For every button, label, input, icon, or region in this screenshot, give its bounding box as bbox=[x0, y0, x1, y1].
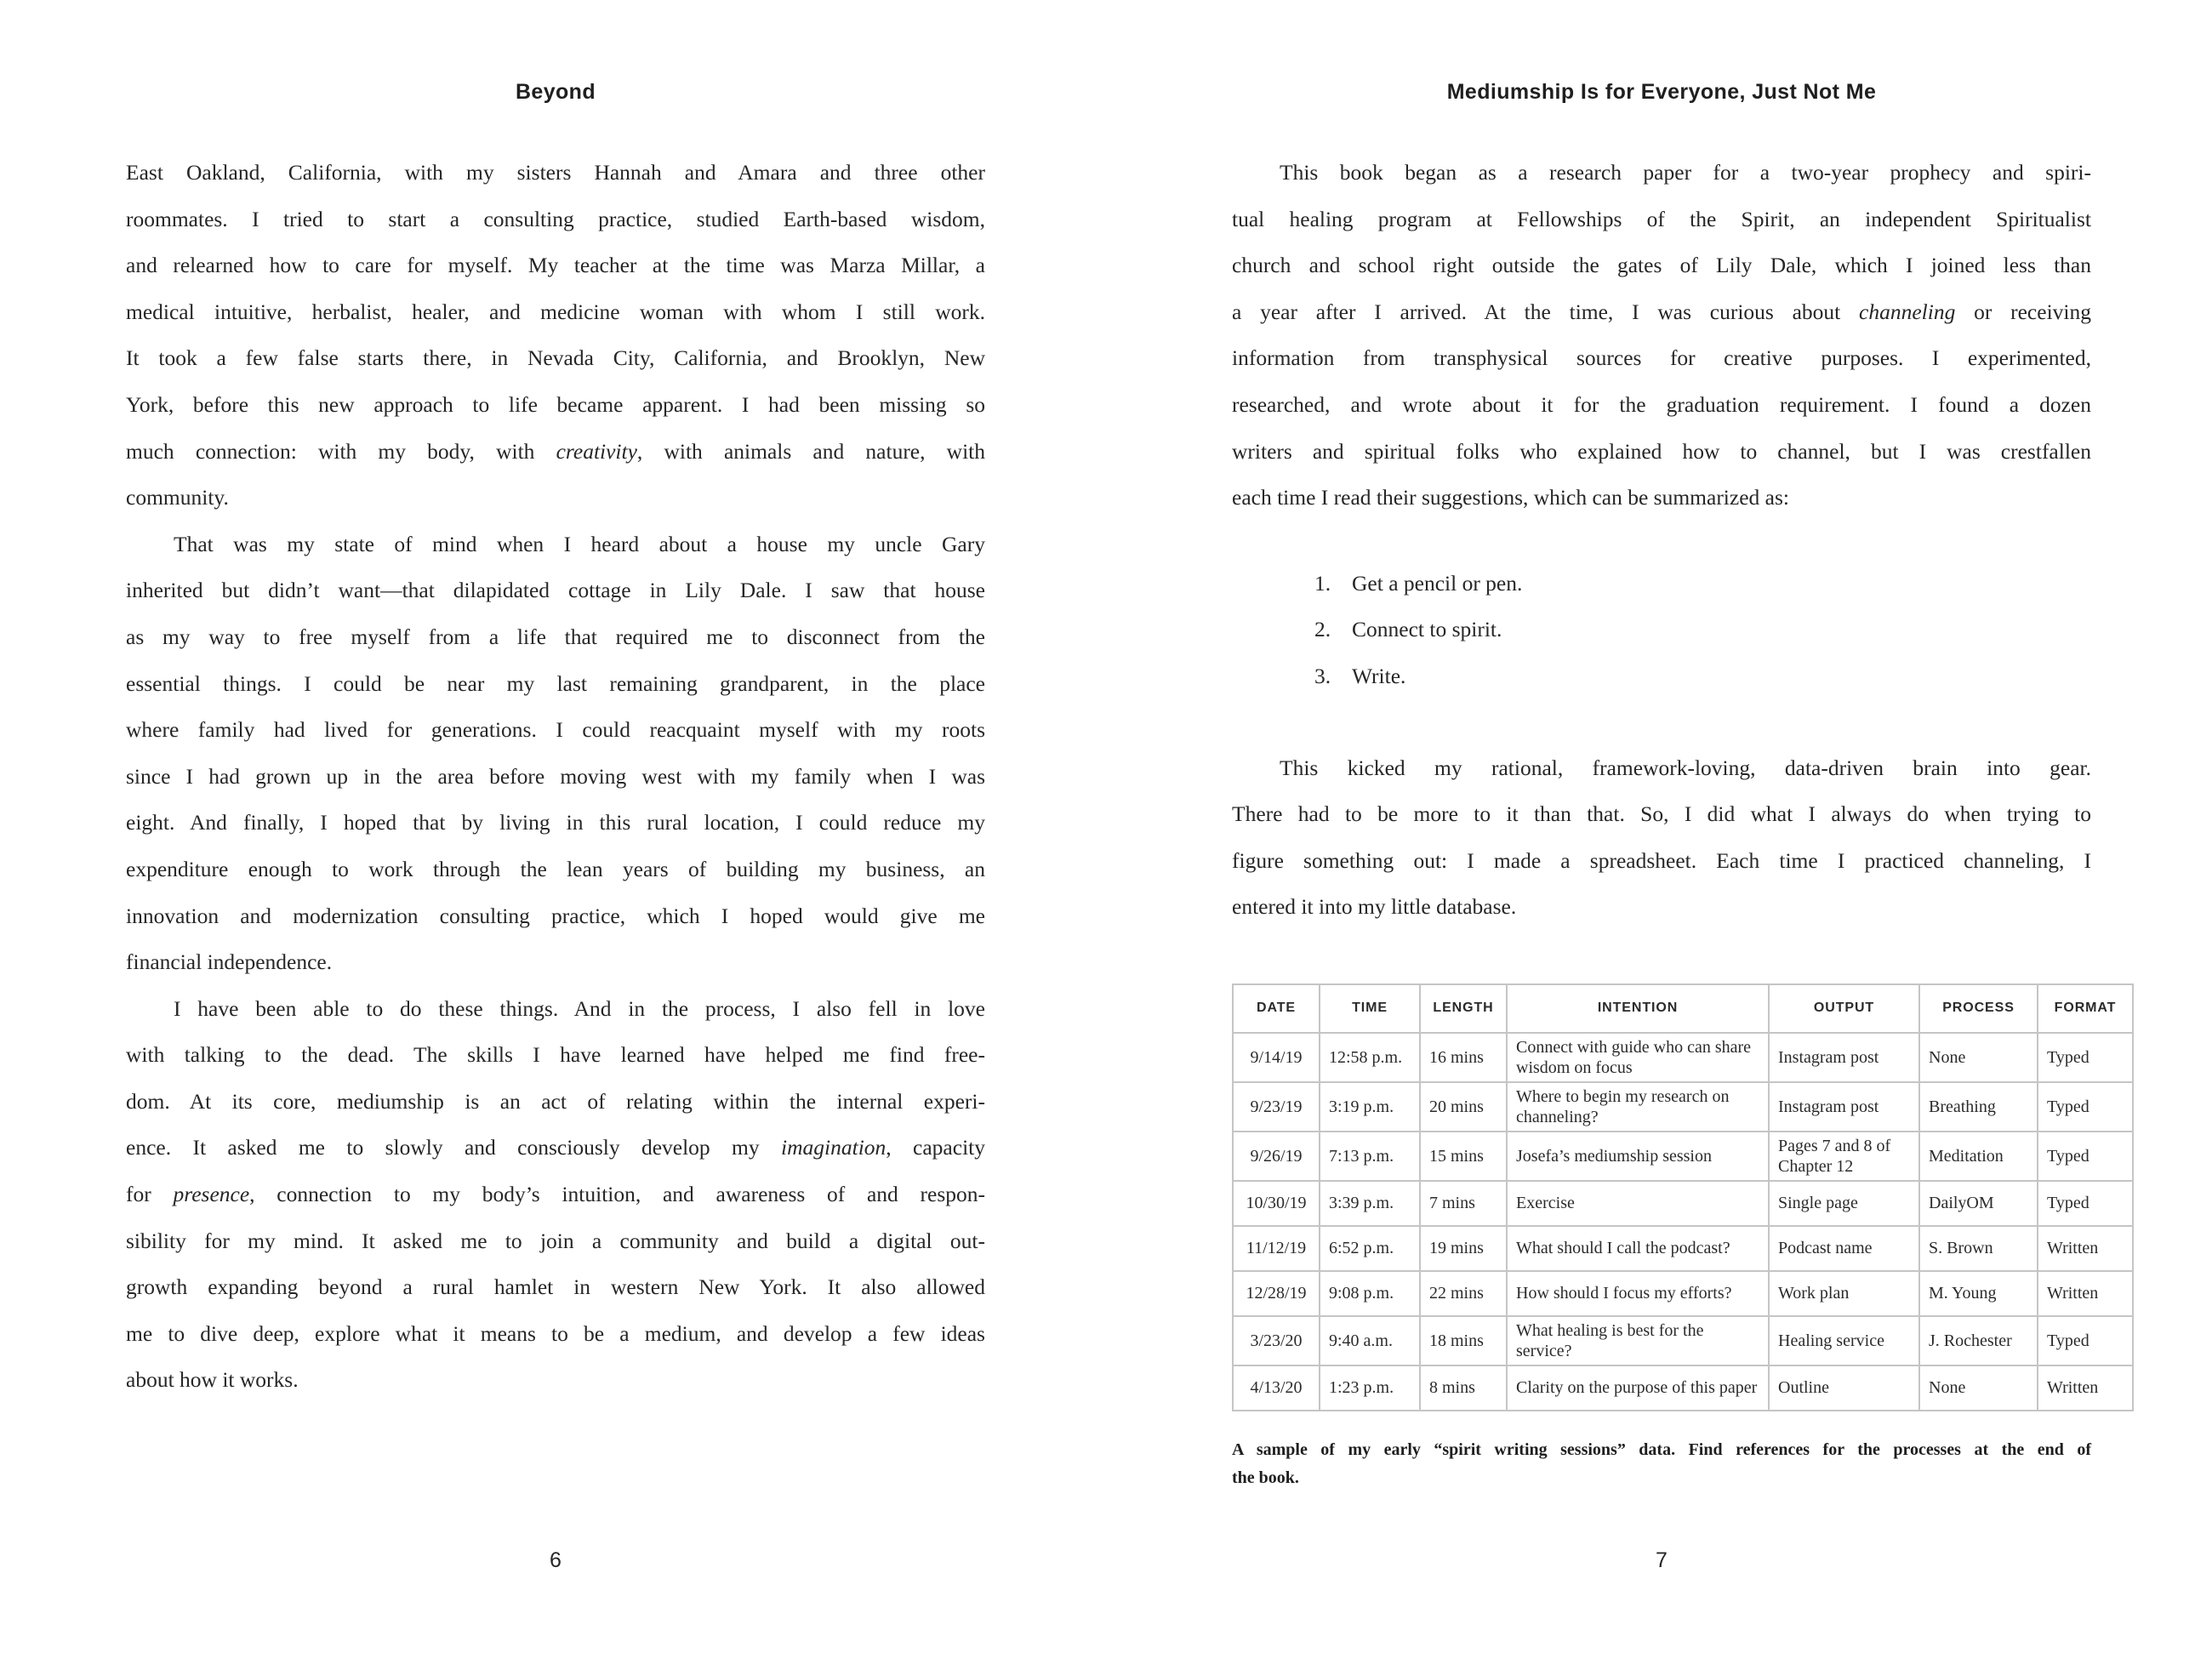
text-line bbox=[126, 242, 985, 289]
table-cell: None bbox=[1919, 1365, 2038, 1411]
table-cell: 11/12/19 bbox=[1233, 1226, 1320, 1271]
text-line bbox=[1232, 242, 2091, 289]
table-cell: Connect with guide who can share wisdom on focus bbox=[1507, 1033, 1769, 1082]
text-line bbox=[1232, 197, 2091, 243]
table-cell: J. Rochester bbox=[1919, 1316, 2038, 1365]
text-segment: expenditure enough to work through the lean years of building my business, an bbox=[126, 856, 985, 881]
table-row bbox=[1233, 1271, 2133, 1316]
paragraph bbox=[126, 150, 985, 522]
text-line bbox=[126, 893, 985, 940]
table-cell: 3:39 p.m. bbox=[1320, 1181, 1420, 1226]
table-cell: Outline bbox=[1769, 1365, 1919, 1411]
table-row bbox=[1233, 1181, 2133, 1226]
left-running-head: Beyond bbox=[515, 80, 596, 104]
text-segment: where family had lived for generations. I could reacquaint myself with my roots bbox=[126, 717, 985, 743]
table-cell: 9/14/19 bbox=[1233, 1033, 1320, 1082]
table-row bbox=[1233, 1226, 2133, 1271]
text-line bbox=[1232, 838, 2091, 885]
table-cell: 4/13/20 bbox=[1233, 1365, 1320, 1411]
table-cell: How should I focus my efforts? bbox=[1507, 1271, 1769, 1316]
text-segment: since I had grown up in the area before moving west with my family when I was bbox=[126, 763, 985, 789]
text-line bbox=[126, 1357, 985, 1404]
text-line bbox=[126, 1264, 985, 1311]
table-cell: Written bbox=[2038, 1226, 2133, 1271]
text-line bbox=[126, 335, 985, 382]
table-cell: 8 mins bbox=[1420, 1365, 1507, 1411]
table-cell: Typed bbox=[2038, 1132, 2133, 1181]
table-cell: Typed bbox=[2038, 1181, 2133, 1226]
text-segment: innovation and modernization consulting practice, which I hoped would give me bbox=[126, 903, 985, 928]
table-cell: Josefa’s mediumship session bbox=[1507, 1132, 1769, 1181]
text-line bbox=[126, 522, 985, 568]
text-line bbox=[126, 661, 985, 708]
table-header-cell: LENGTH bbox=[1420, 984, 1507, 1033]
right-running-head: Mediumship Is for Everyone, Just Not Me bbox=[1446, 80, 1877, 104]
right-page-number: 7 bbox=[1656, 1548, 1668, 1572]
table-row bbox=[1233, 1033, 2133, 1082]
text-segment: , capacity bbox=[886, 1135, 985, 1160]
table-cell: Where to begin my research on channeling? bbox=[1507, 1082, 1769, 1132]
table-cell: Typed bbox=[2038, 1082, 2133, 1132]
text-segment: with talking to the dead. The skills I have learned have helped me find free- bbox=[126, 1042, 985, 1068]
text-line bbox=[126, 986, 985, 1033]
paragraph bbox=[126, 522, 985, 986]
text-segment: ence. It asked me to slowly and consciously develop my bbox=[126, 1135, 782, 1160]
text-line bbox=[126, 150, 985, 197]
text-segment: financial independence. bbox=[126, 949, 333, 975]
list-item bbox=[1314, 653, 2091, 700]
table-cell: 9/26/19 bbox=[1233, 1132, 1320, 1181]
text-line bbox=[126, 847, 985, 893]
table-cell: Instagram post bbox=[1769, 1033, 1919, 1082]
text-line bbox=[126, 429, 985, 476]
text-segment: I have been able to do these things. And in the process, I also fell in love bbox=[174, 995, 985, 1021]
text-line bbox=[126, 289, 985, 336]
text-line bbox=[126, 1172, 985, 1218]
text-segment: and relearned how to care for myself. My teacher at the time was Marza Millar, a bbox=[126, 253, 985, 278]
text-segment: sibility for my mind. It asked me to join a community and build a digital out- bbox=[126, 1228, 985, 1253]
text-segment: about how it works. bbox=[126, 1367, 299, 1393]
table-cell: Single page bbox=[1769, 1181, 1919, 1226]
table-cell: Written bbox=[2038, 1365, 2133, 1411]
table-caption bbox=[1232, 1436, 2091, 1492]
table-cell: 19 mins bbox=[1420, 1226, 1507, 1271]
table-cell: DailyOM bbox=[1919, 1181, 2038, 1226]
table-cell: Podcast name bbox=[1769, 1226, 1919, 1271]
list-item-number: 2. bbox=[1314, 617, 1331, 642]
table-cell: 16 mins bbox=[1420, 1033, 1507, 1082]
text-segment: community. bbox=[126, 485, 229, 510]
table-cell: 9:08 p.m. bbox=[1320, 1271, 1420, 1316]
text-segment: This book began as a research paper for a two-year prophecy and spiri- bbox=[1280, 160, 2091, 185]
table-cell: What healing is best for the service? bbox=[1507, 1316, 1769, 1365]
text-line bbox=[1232, 1436, 2091, 1464]
italic-text: creativity bbox=[556, 438, 637, 464]
table-header-row bbox=[1233, 984, 2133, 1033]
text-segment: the book. bbox=[1232, 1468, 1299, 1487]
paragraph bbox=[126, 986, 985, 1404]
text-line bbox=[126, 1032, 985, 1079]
italic-text: presence bbox=[173, 1182, 250, 1207]
text-line bbox=[126, 475, 985, 522]
text-segment: There had to be more to it than that. So, I did what I always do when trying to bbox=[1232, 801, 2091, 827]
text-line bbox=[126, 1125, 985, 1172]
table-cell: 20 mins bbox=[1420, 1082, 1507, 1132]
table-header-cell: PROCESS bbox=[1919, 984, 2038, 1033]
table-cell: Breathing bbox=[1919, 1082, 2038, 1132]
text-line bbox=[126, 707, 985, 754]
table-cell: 3:19 p.m. bbox=[1320, 1082, 1420, 1132]
list-item-number: 3. bbox=[1314, 663, 1331, 688]
table-cell: M. Young bbox=[1919, 1271, 2038, 1316]
left-page-number: 6 bbox=[550, 1548, 562, 1572]
table-cell: 22 mins bbox=[1420, 1271, 1507, 1316]
text-segment: each time I read their suggestions, which can be summarized as: bbox=[1232, 485, 1789, 510]
table-cell: None bbox=[1919, 1033, 2038, 1082]
list-item bbox=[1314, 607, 2091, 653]
table-cell: 12:58 p.m. bbox=[1320, 1033, 1420, 1082]
list-item-number: 1. bbox=[1314, 570, 1331, 596]
text-line bbox=[1232, 1464, 2091, 1492]
table-cell: Instagram post bbox=[1769, 1082, 1919, 1132]
text-line bbox=[126, 754, 985, 801]
text-segment: That was my state of mind when I heard about a house my uncle Gary bbox=[174, 531, 985, 556]
text-segment: growth expanding beyond a rural hamlet in western New York. It also allowed bbox=[126, 1274, 985, 1300]
table-cell: Healing service bbox=[1769, 1316, 1919, 1365]
text-line bbox=[1232, 429, 2091, 476]
table-header-cell: INTENTION bbox=[1507, 984, 1769, 1033]
text-line bbox=[1232, 475, 2091, 522]
table-cell: Work plan bbox=[1769, 1271, 1919, 1316]
text-segment: York, before this new approach to life became apparent. I had been missing so bbox=[126, 391, 985, 417]
text-segment: inherited but didn’t want—that dilapidated cottage in Lily Dale. I saw that house bbox=[126, 578, 985, 603]
table-cell: 3/23/20 bbox=[1233, 1316, 1320, 1365]
paragraph bbox=[1232, 150, 2091, 522]
paragraph bbox=[1232, 745, 2091, 931]
text-line bbox=[126, 1218, 985, 1265]
table-cell: Written bbox=[2038, 1271, 2133, 1316]
text-line bbox=[126, 939, 985, 986]
text-segment: as my way to free myself from a life that required me to disconnect from the bbox=[126, 624, 985, 649]
text-line bbox=[126, 1311, 985, 1358]
table-header-cell: TIME bbox=[1320, 984, 1420, 1033]
table-cell: 6:52 p.m. bbox=[1320, 1226, 1420, 1271]
text-line bbox=[126, 1079, 985, 1126]
table-cell: Exercise bbox=[1507, 1181, 1769, 1226]
table-header-cell: FORMAT bbox=[2038, 984, 2133, 1033]
text-line bbox=[126, 614, 985, 661]
table-cell: 7 mins bbox=[1420, 1181, 1507, 1226]
table-header-cell: DATE bbox=[1233, 984, 1320, 1033]
text-line bbox=[1232, 382, 2091, 429]
right-page bbox=[1232, 0, 2117, 1659]
table-cell: Typed bbox=[2038, 1316, 2133, 1365]
text-segment: a year after I arrived. At the time, I was curious about bbox=[1232, 299, 1860, 324]
text-segment: This kicked my rational, framework-loving, data-driven brain into gear. bbox=[1280, 755, 2091, 780]
text-line bbox=[1232, 150, 2091, 197]
table-cell: 9:40 a.m. bbox=[1320, 1316, 1420, 1365]
text-segment: medical intuitive, herbalist, healer, and medicine woman with whom I still work. bbox=[126, 299, 985, 324]
text-line bbox=[126, 382, 985, 429]
italic-text: channeling bbox=[1859, 299, 1956, 324]
table-row bbox=[1233, 1082, 2133, 1132]
table-cell: 18 mins bbox=[1420, 1316, 1507, 1365]
table-cell: Clarity on the purpose of this paper bbox=[1507, 1365, 1769, 1411]
text-segment: entered it into my little database. bbox=[1232, 894, 1517, 920]
table-header-cell: OUTPUT bbox=[1769, 984, 1919, 1033]
list-item-text: Connect to spirit. bbox=[1352, 617, 1502, 642]
table-row bbox=[1233, 1316, 2133, 1365]
table-cell: S. Brown bbox=[1919, 1226, 2038, 1271]
text-segment: for bbox=[126, 1182, 174, 1207]
table-cell: 10/30/19 bbox=[1233, 1181, 1320, 1226]
text-segment: church and school right outside the gates of Lily Dale, which I joined less than bbox=[1232, 253, 2091, 278]
table-cell: 9/23/19 bbox=[1233, 1082, 1320, 1132]
text-segment: essential things. I could be near my last remaining grandparent, in the place bbox=[126, 670, 985, 696]
left-page bbox=[126, 0, 985, 1659]
text-line bbox=[1232, 884, 2091, 931]
text-segment: much connection: with my body, with bbox=[126, 438, 556, 464]
text-line bbox=[126, 197, 985, 243]
table-cell: 7:13 p.m. bbox=[1320, 1132, 1420, 1181]
text-segment: It took a few false starts there, in Nevada City, California, and Brooklyn, New bbox=[126, 345, 985, 371]
text-line bbox=[1232, 335, 2091, 382]
text-segment: , connection to my body’s intuition, and awareness of and respon- bbox=[249, 1182, 986, 1207]
table-cell: 15 mins bbox=[1420, 1132, 1507, 1181]
right-body-text bbox=[1232, 150, 2117, 1492]
table-cell: 1:23 p.m. bbox=[1320, 1365, 1420, 1411]
text-segment: figure something out: I made a spreadsheet. Each time I practiced channeling, I bbox=[1232, 847, 2091, 873]
list-item bbox=[1314, 561, 2091, 607]
text-segment: roommates. I tried to start a consulting practice, studied Earth-based wisdom, bbox=[126, 206, 985, 231]
sessions-table bbox=[1232, 983, 2134, 1411]
table-cell: Meditation bbox=[1919, 1132, 2038, 1181]
list-item-text: Write. bbox=[1352, 663, 1406, 688]
table-cell: Typed bbox=[2038, 1033, 2133, 1082]
text-segment: East Oakland, California, with my sisters Hannah and Amara and three other bbox=[126, 160, 985, 185]
text-segment: or receiving bbox=[1955, 299, 2091, 324]
left-body-text bbox=[126, 150, 985, 1404]
table-row bbox=[1233, 1132, 2133, 1181]
text-line bbox=[126, 567, 985, 614]
numbered-list bbox=[1314, 561, 2091, 700]
text-segment: A sample of my early “spirit writing sessions” data. Find references for the processes at the end of bbox=[1232, 1440, 2091, 1459]
list-item-text: Get a pencil or pen. bbox=[1352, 570, 1523, 596]
text-segment: researched, and wrote about it for the graduation requirement. I found a dozen bbox=[1232, 391, 2091, 417]
text-segment: me to dive deep, explore what it means to be a medium, and develop a few ideas bbox=[126, 1320, 985, 1346]
text-line bbox=[1232, 791, 2091, 838]
table-cell: Pages 7 and 8 of Chapter 12 bbox=[1769, 1132, 1919, 1181]
text-segment: eight. And finally, I hoped that by living in this rural location, I could reduce my bbox=[126, 810, 985, 835]
italic-text: imagination bbox=[781, 1135, 887, 1160]
text-line bbox=[1232, 745, 2091, 792]
table-cell: What should I call the podcast? bbox=[1507, 1226, 1769, 1271]
table-row bbox=[1233, 1365, 2133, 1411]
text-segment: , with animals and nature, with bbox=[636, 438, 986, 464]
table-cell: 12/28/19 bbox=[1233, 1271, 1320, 1316]
text-line bbox=[126, 800, 985, 847]
text-segment: tual healing program at Fellowships of the Spirit, an independent Spiritualist bbox=[1232, 206, 2091, 231]
text-line bbox=[1232, 289, 2091, 336]
text-segment: information from transphysical sources for creative purposes. I experimented, bbox=[1232, 345, 2091, 371]
text-segment: dom. At its core, mediumship is an act of relating within the internal experi- bbox=[126, 1088, 985, 1114]
text-segment: writers and spiritual folks who explained how to channel, but I was crestfallen bbox=[1232, 438, 2091, 464]
